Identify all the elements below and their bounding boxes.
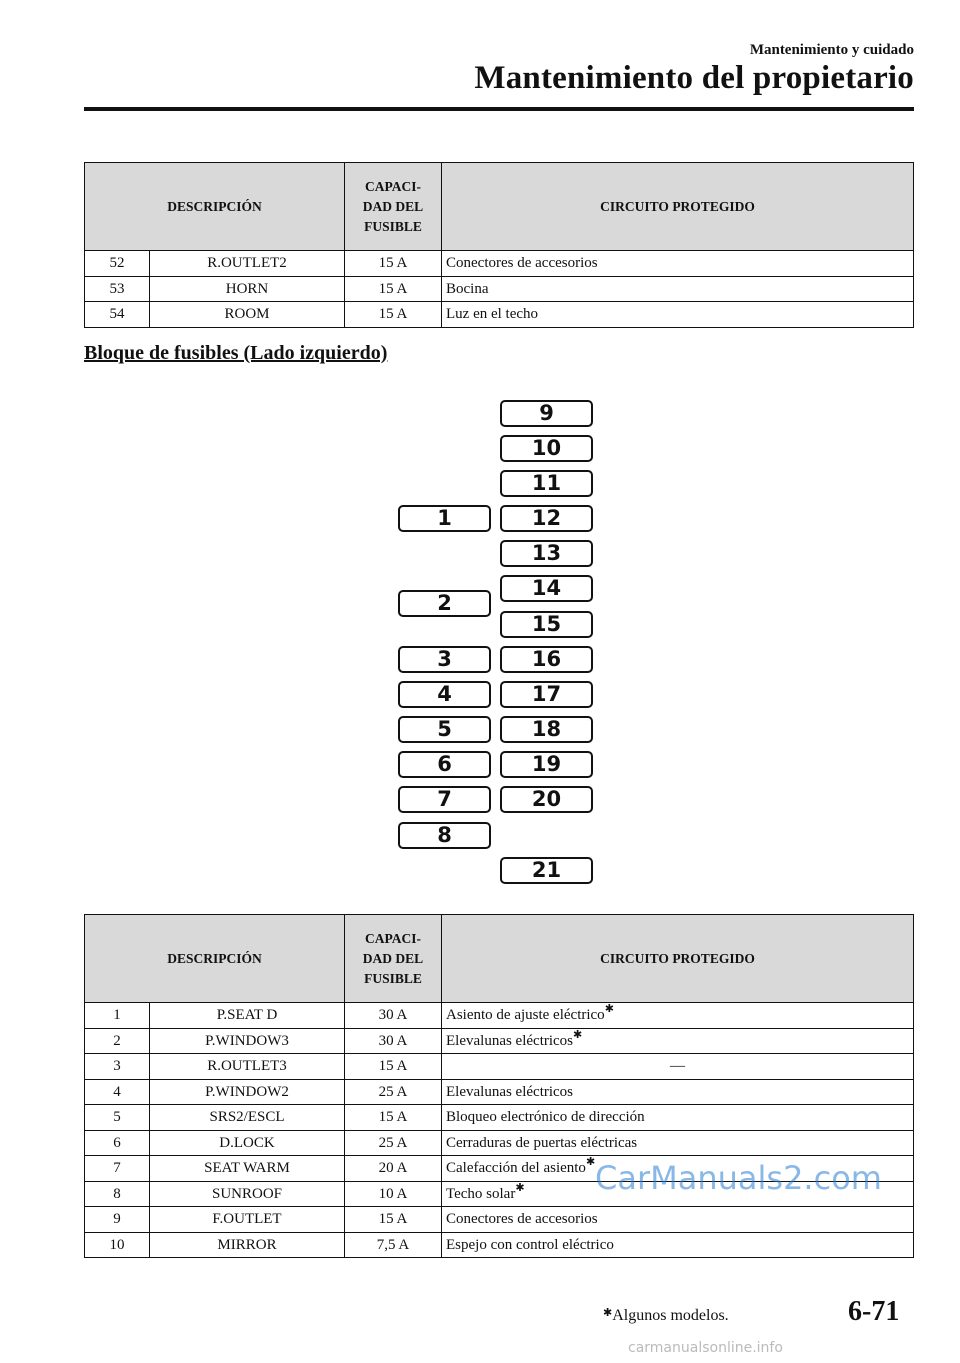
- fuse-slot: 17: [500, 681, 593, 708]
- protected-circuit-text: Elevalunas eléctricos: [446, 1083, 574, 1100]
- fuse-table-top: [84, 162, 914, 328]
- page-number: 6-71: [848, 1296, 900, 1327]
- header-capacity: [345, 163, 442, 251]
- protected-circuit: [442, 1232, 914, 1258]
- table-row: [85, 1003, 914, 1029]
- fuse-capacity: 15 A: [345, 1054, 442, 1080]
- fuse-description: SRS2/ESCL: [150, 1105, 345, 1131]
- table-row: [85, 1054, 914, 1080]
- header-description: DESCRIPCIÓN: [85, 915, 345, 1003]
- protected-circuit-text: Calefacción del asiento: [446, 1160, 586, 1176]
- section-title: Bloque de fusibles (Lado izquierdo): [84, 342, 388, 364]
- fuse-slot: 8: [398, 822, 491, 849]
- fuse-capacity: 25 A: [345, 1130, 442, 1156]
- header-capacity-line1: CAPACI-: [365, 178, 421, 194]
- table-row: [85, 251, 914, 277]
- fuse-capacity: 25 A: [345, 1079, 442, 1105]
- protected-circuit-text: Luz en el techo: [446, 306, 539, 322]
- star-icon: ✱: [604, 1003, 614, 1015]
- header-capacity: [345, 915, 442, 1003]
- protected-circuit-text: Bloqueo electrónico de dirección: [446, 1109, 645, 1125]
- protected-circuit-text: Conectores de accesorios: [446, 1211, 598, 1227]
- page-title: Mantenimiento del propietario: [474, 60, 914, 96]
- protected-circuit: [442, 1207, 914, 1233]
- fuse-number: 1: [85, 1003, 150, 1029]
- protected-circuit-text: Cerraduras de puertas eléctricas: [446, 1134, 638, 1151]
- fuse-slot: 6: [398, 751, 491, 778]
- fuse-slot: 5: [398, 716, 491, 743]
- fuse-slot: 7: [398, 786, 491, 813]
- fuse-number: 2: [85, 1028, 150, 1054]
- fuse-slot: 10: [500, 435, 593, 462]
- protected-circuit-text: —: [670, 1058, 685, 1074]
- fuse-number: 53: [85, 276, 150, 302]
- fuse-description: D.LOCK: [150, 1130, 345, 1156]
- protected-circuit: [442, 251, 914, 277]
- fuse-number: 5: [85, 1105, 150, 1131]
- header-capacity-line2: DAD DEL: [362, 198, 424, 214]
- fuse-number: 8: [85, 1181, 150, 1207]
- fuse-slot: 1: [398, 505, 491, 532]
- fuse-slot: 9: [500, 400, 593, 427]
- fuse-description: P.WINDOW2: [150, 1079, 345, 1105]
- fuse-slot: 11: [500, 470, 593, 497]
- fuse-capacity: 15 A: [345, 302, 442, 328]
- fuse-description: F.OUTLET: [150, 1207, 345, 1233]
- table-row: [85, 302, 914, 328]
- fuse-description: ROOM: [150, 302, 345, 328]
- fuse-description: SEAT WARM: [150, 1156, 345, 1182]
- protected-circuit-text: Techo solar: [446, 1185, 516, 1202]
- fuse-capacity: 30 A: [345, 1003, 442, 1029]
- fuse-capacity: 10 A: [345, 1181, 442, 1207]
- fuse-capacity: 15 A: [345, 1105, 442, 1131]
- fuse-table-bottom: [84, 914, 914, 1258]
- fuse-description: MIRROR: [150, 1232, 345, 1258]
- fuse-slot: 3: [398, 646, 491, 673]
- fuse-description: HORN: [150, 276, 345, 302]
- fuse-number: 7: [85, 1156, 150, 1182]
- protected-circuit: [442, 1130, 914, 1156]
- header-capacity-line2: DAD DEL: [362, 950, 424, 966]
- header-circuit: CIRCUITO PROTEGIDO: [442, 915, 914, 1003]
- header-capacity-line1: CAPACI-: [365, 930, 421, 946]
- table-row: [85, 1105, 914, 1131]
- fuse-number: 54: [85, 302, 150, 328]
- protected-circuit-text: Espejo con control eléctrico: [446, 1236, 614, 1253]
- fuse-capacity: 7,5 A: [345, 1232, 442, 1258]
- header-capacity-line3: FUSIBLE: [364, 970, 422, 986]
- fuse-capacity: 15 A: [345, 1207, 442, 1233]
- fuse-slot: 4: [398, 681, 491, 708]
- fuse-slot: 16: [500, 646, 593, 673]
- table-row: [85, 1079, 914, 1105]
- star-icon: ✱: [603, 1307, 613, 1319]
- star-icon: ✱: [515, 1181, 525, 1194]
- protected-circuit: [442, 1003, 914, 1029]
- header-capacity-line3: FUSIBLE: [364, 218, 422, 234]
- fuse-number: 9: [85, 1207, 150, 1233]
- fuse-number: 6: [85, 1130, 150, 1156]
- fuse-slot: 20: [500, 786, 593, 813]
- table-row: [85, 1232, 914, 1258]
- table-row: [85, 1207, 914, 1233]
- fuse-number: 10: [85, 1232, 150, 1258]
- fuse-slot: 21: [500, 857, 593, 884]
- fuse-capacity: 15 A: [345, 251, 442, 277]
- protected-circuit-text: Conectores de accesorios: [446, 255, 598, 271]
- watermark-bottom: carmanualsonline.info: [628, 1340, 783, 1356]
- star-icon: ✱: [573, 1028, 583, 1041]
- star-icon: ✱: [585, 1156, 596, 1168]
- protected-circuit: [442, 302, 914, 328]
- fuse-description: P.WINDOW3: [150, 1028, 345, 1054]
- fuse-slot: 15: [500, 611, 593, 638]
- watermark: CarManuals2.com: [595, 1159, 882, 1197]
- fuse-slot: 18: [500, 716, 593, 743]
- fuse-slot: 14: [500, 575, 593, 602]
- fuse-description: R.OUTLET2: [150, 251, 345, 277]
- table-row: [85, 1130, 914, 1156]
- protected-circuit-text: Bocina: [446, 280, 489, 297]
- footer-note: [603, 1307, 729, 1325]
- fuse-description: P.SEAT D: [150, 1003, 345, 1029]
- table-row: [85, 1028, 914, 1054]
- fuse-slot: 19: [500, 751, 593, 778]
- fuse-number: 4: [85, 1079, 150, 1105]
- header-rule: [84, 107, 914, 111]
- table-row: [85, 276, 914, 302]
- footer-note-text: Algunos modelos.: [612, 1307, 729, 1324]
- header-circuit: CIRCUITO PROTEGIDO: [442, 163, 914, 251]
- header-description: DESCRIPCIÓN: [85, 163, 345, 251]
- fuse-capacity: 15 A: [345, 276, 442, 302]
- fuse-number: 52: [85, 251, 150, 277]
- fuse-capacity: 20 A: [345, 1156, 442, 1182]
- fuse-number: 3: [85, 1054, 150, 1080]
- protected-circuit: [442, 1105, 914, 1131]
- fuse-description: SUNROOF: [150, 1181, 345, 1207]
- header-subtitle: Mantenimiento y cuidado: [749, 42, 914, 58]
- fuse-capacity: 30 A: [345, 1028, 442, 1054]
- fuse-description: R.OUTLET3: [150, 1054, 345, 1080]
- protected-circuit-text: Asiento de ajuste eléctrico: [446, 1007, 605, 1023]
- fuse-slot: 2: [398, 590, 491, 617]
- protected-circuit: [442, 276, 914, 302]
- protected-circuit: [442, 1028, 914, 1054]
- protected-circuit: [442, 1079, 914, 1105]
- protected-circuit: [442, 1054, 914, 1080]
- fuse-slot: 13: [500, 540, 593, 567]
- protected-circuit-text: Elevalunas eléctricos: [446, 1032, 574, 1049]
- fuse-slot: 12: [500, 505, 593, 532]
